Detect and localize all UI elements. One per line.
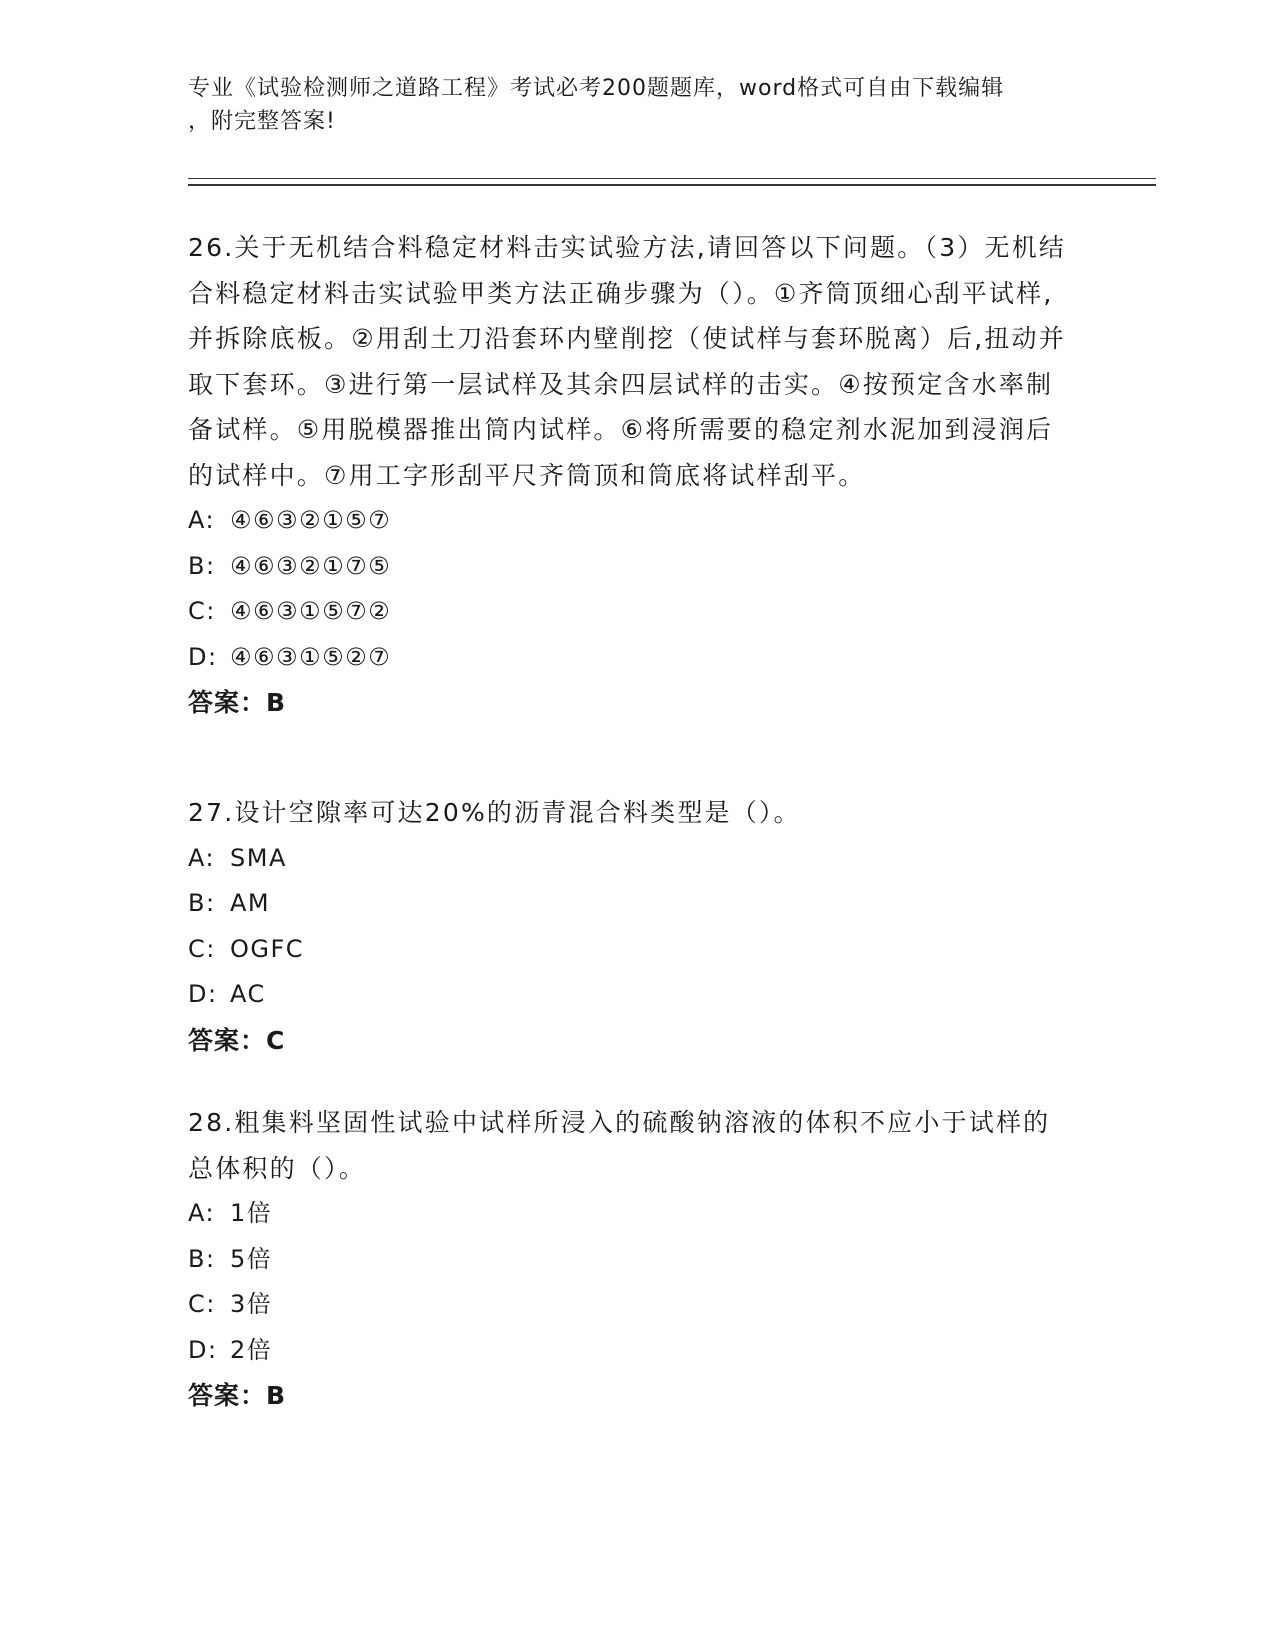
header-title-line: 专业《试验检测师之道路工程》考试必考200题题库，word格式可自由下载编辑 [188, 76, 1005, 101]
option-key: C: [188, 1290, 216, 1318]
document-header [188, 72, 1068, 138]
question-26 [188, 225, 1068, 726]
option-text: ④⑥③①⑤⑦② [230, 597, 392, 625]
option-text: 3倍 [230, 1290, 273, 1318]
question-27 [188, 790, 1068, 1063]
option-c [188, 927, 1068, 973]
option-d [188, 972, 1068, 1018]
option-key: A: [188, 843, 216, 872]
question-stem: 28.粗集料坚固性试验中试样所浸入的硫酸钠溶液的体积不应小于试样的总体积的（）。 [188, 1108, 1051, 1183]
option-text: OGFC [230, 934, 305, 963]
option-key: B: [188, 551, 216, 580]
option-b [188, 881, 1068, 927]
option-text: 2倍 [230, 1335, 273, 1364]
option-a [188, 498, 1068, 544]
header-subtitle-line: ，附完整答案! [188, 109, 336, 134]
option-c [188, 589, 1068, 635]
option-key: D: [188, 980, 218, 1008]
option-d [188, 635, 1068, 681]
option-key: A: [188, 506, 216, 534]
option-key: C: [188, 597, 216, 625]
question-28 [188, 1100, 1068, 1419]
option-a [188, 836, 1068, 882]
option-a [188, 1191, 1068, 1237]
option-text: ④⑥③②①⑦⑤ [230, 551, 392, 580]
option-key: A: [188, 1199, 216, 1227]
option-text: SMA [230, 843, 287, 872]
option-text: ④⑥③②①⑤⑦ [230, 506, 392, 534]
option-key: D: [188, 642, 218, 671]
question-stem: 27.设计空隙率可达20%的沥青混合料类型是（）。 [188, 798, 801, 827]
option-text: AM [230, 889, 271, 917]
answer-line: 答案：B [188, 1381, 287, 1410]
option-b [188, 1237, 1068, 1283]
option-d [188, 1328, 1068, 1374]
option-key: C: [188, 934, 216, 963]
option-text: AC [230, 980, 266, 1008]
option-c [188, 1282, 1068, 1328]
option-b [188, 544, 1068, 590]
option-text: ④⑥③①⑤②⑦ [230, 642, 392, 671]
answer-line: 答案：B [188, 688, 287, 717]
question-stem: 26.关于无机结合料稳定材料击实试验方法,请回答以下问题。（3）无机结合料稳定材料击实试验甲类方法正确步骤为（）。①齐筒顶细心刮平试样,并拆除底板。②用刮土刀沿套环内壁削挖（使试样与套环脱离）后,扭动并取下套环。③进行第一层试样及其余四层试样的击实。④按预定含水率制备试样。⑤用脱模器推出筒内试样。⑥将所需要的稳定剂水泥加到浸润后的试样中。⑦用工字形刮平尺齐筒顶和筒底将试样刮平。 [188, 233, 1067, 490]
option-text: 1倍 [230, 1199, 273, 1227]
answer-line: 答案：C [188, 1025, 286, 1055]
option-key: B: [188, 889, 216, 917]
header-divider [188, 178, 1156, 186]
option-text: 5倍 [230, 1244, 273, 1273]
option-key: D: [188, 1335, 218, 1364]
option-key: B: [188, 1244, 216, 1273]
